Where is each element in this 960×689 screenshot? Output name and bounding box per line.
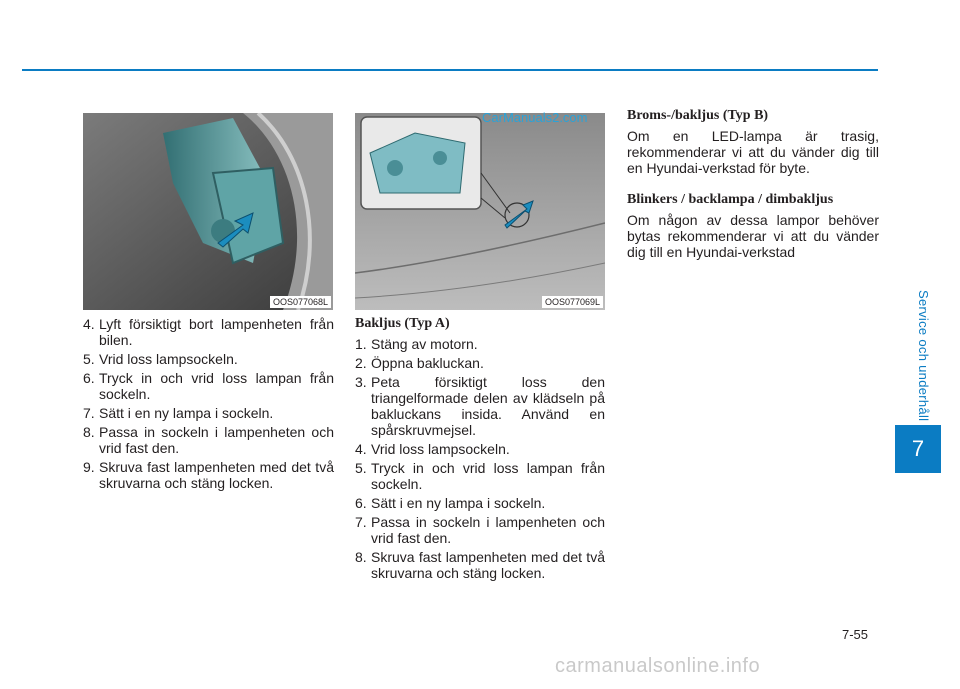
figure-caption-right: OOS077069L [542,296,603,308]
list-item: 3. Peta försiktigt loss den triangelformade delen av klädseln på bakluckans insida. Använd en spårskruvmejsel. [355,374,605,438]
header-rule [22,69,878,71]
broms-heading: Broms-/bakljus (Typ B) [627,108,769,123]
list-item: 5. Vrid loss lampsockeln. [83,351,238,367]
broms-text: Om en LED-lampa är trasig, rekommenderar vi att du vänder dig till en Hyundai-verkstad för byte. [627,128,879,176]
figure-tailgate-trim [355,113,605,310]
list-item: 7. Sätt i en ny lampa i sockeln. [83,405,274,421]
watermark-bottom: carmanualsonline.info [555,655,761,677]
list-item: 9. Skruva fast lampenheten med det två skruvarna och stäng locken. [83,459,334,491]
bakljus-heading: Bakljus (Typ A) [355,316,450,331]
bakljus-steps [355,336,605,581]
lamp-unit-illustration [83,113,333,310]
list-item: 8. Passa in sockeln i lampenheten och vrid fast den. [83,424,334,456]
list-item: 5. Tryck in och vrid loss lampan från sockeln. [355,460,605,492]
list-item: 7. Passa in sockeln i lampenheten och vrid fast den. [355,514,605,546]
blinkers-text: Om någon av dessa lampor behöver bytas rekommenderar vi att du vänder dig till en Hyundai-verkstad [627,212,879,260]
list-item: 1. Stäng av motorn. [355,336,478,352]
section-side-title: Service och underhåll [916,290,931,422]
chapter-tab: 7 [895,425,941,473]
figure-caption-left: OOS077068L [270,296,331,308]
list-item: 8. Skruva fast lampenheten med det två skruvarna och stäng locken. [355,549,605,581]
page-number: 7-55 [842,627,869,642]
list-item: 2. Öppna bakluckan. [355,355,484,371]
figure-lamp-unit [83,113,333,310]
list-item: 6. Tryck in och vrid loss lampan från sockeln. [83,370,334,402]
watermark-top: CarManuals2.com [482,110,588,125]
lamp-replacement-steps [83,316,334,491]
column-left [83,316,334,494]
tailgate-illustration [355,113,605,310]
list-item: 6. Sätt i en ny lampa i sockeln. [355,495,546,511]
blinkers-heading: Blinkers / backlampa / dimbakljus [627,192,834,207]
column-right [627,108,879,276]
column-middle [355,316,605,584]
list-item: 4. Lyft försiktigt bort lampenheten från bilen. [83,316,334,348]
list-item: 4. Vrid loss lampsockeln. [355,441,510,457]
